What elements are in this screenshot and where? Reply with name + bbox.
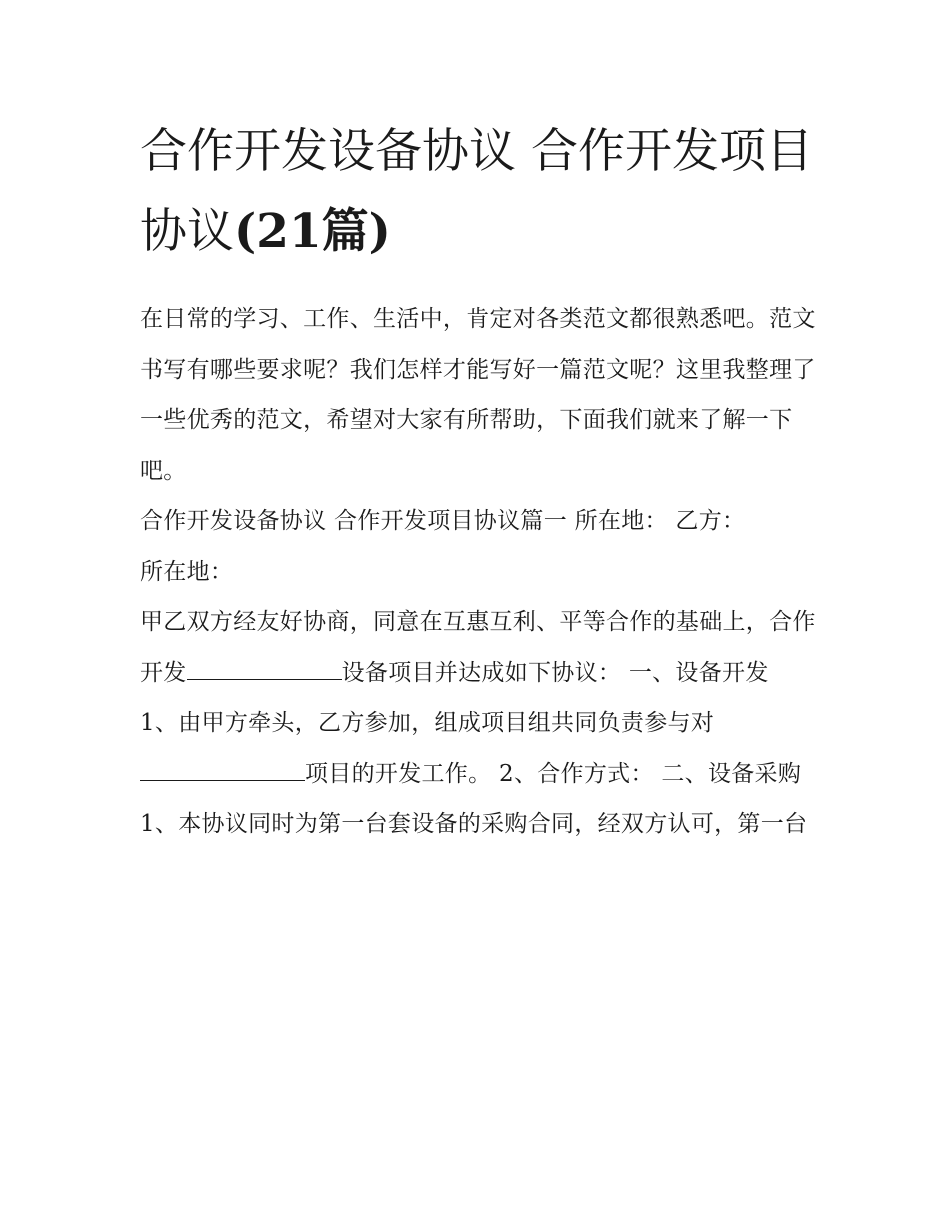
item-1-text-after: 项目的开发工作。 2、合作方式： 二、设备采购 <box>305 760 802 787</box>
agreement-text-before: 甲乙双方经友好协商，同意在互惠互利、平等合作的基础上，合作开发 <box>140 609 816 686</box>
title-text: 合作开发设备协议 合作开发项目协议 <box>140 124 813 259</box>
title-count-suffix: 篇) <box>321 204 391 259</box>
fill-in-blank <box>187 657 342 680</box>
item-1-paragraph <box>140 698 820 799</box>
item-2-paragraph: 1、本协议同时为第一台套设备的采购合同，经双方认可，第一台 <box>140 811 808 837</box>
item-1-text-before: 1、由甲方牵头，乙方参加，组成项目组共同负责参与对 <box>140 710 715 736</box>
document-title <box>140 112 820 272</box>
document-page <box>140 112 820 850</box>
fill-in-blank <box>140 758 305 781</box>
document-body <box>140 294 820 850</box>
agreement-paragraph <box>140 597 820 698</box>
location-line: 所在地： <box>140 558 234 585</box>
agreement-text-after: 设备项目并达成如下协议： 一、设备开发 <box>341 659 769 686</box>
section-heading-line: 合作开发设备协议 合作开发项目协议篇一 所在地： 乙方： <box>140 508 746 534</box>
title-count: (21 <box>234 204 322 259</box>
intro-paragraph: 在日常的学习、工作、生活中，肯定对各类范文都很熟悉吧。范文书写有哪些要求呢？我们怎样才能写好一篇范文呢？这里我整理了一些优秀的范文，希望对大家有所帮助，下面我们就来了解一下吧。 <box>140 306 816 484</box>
